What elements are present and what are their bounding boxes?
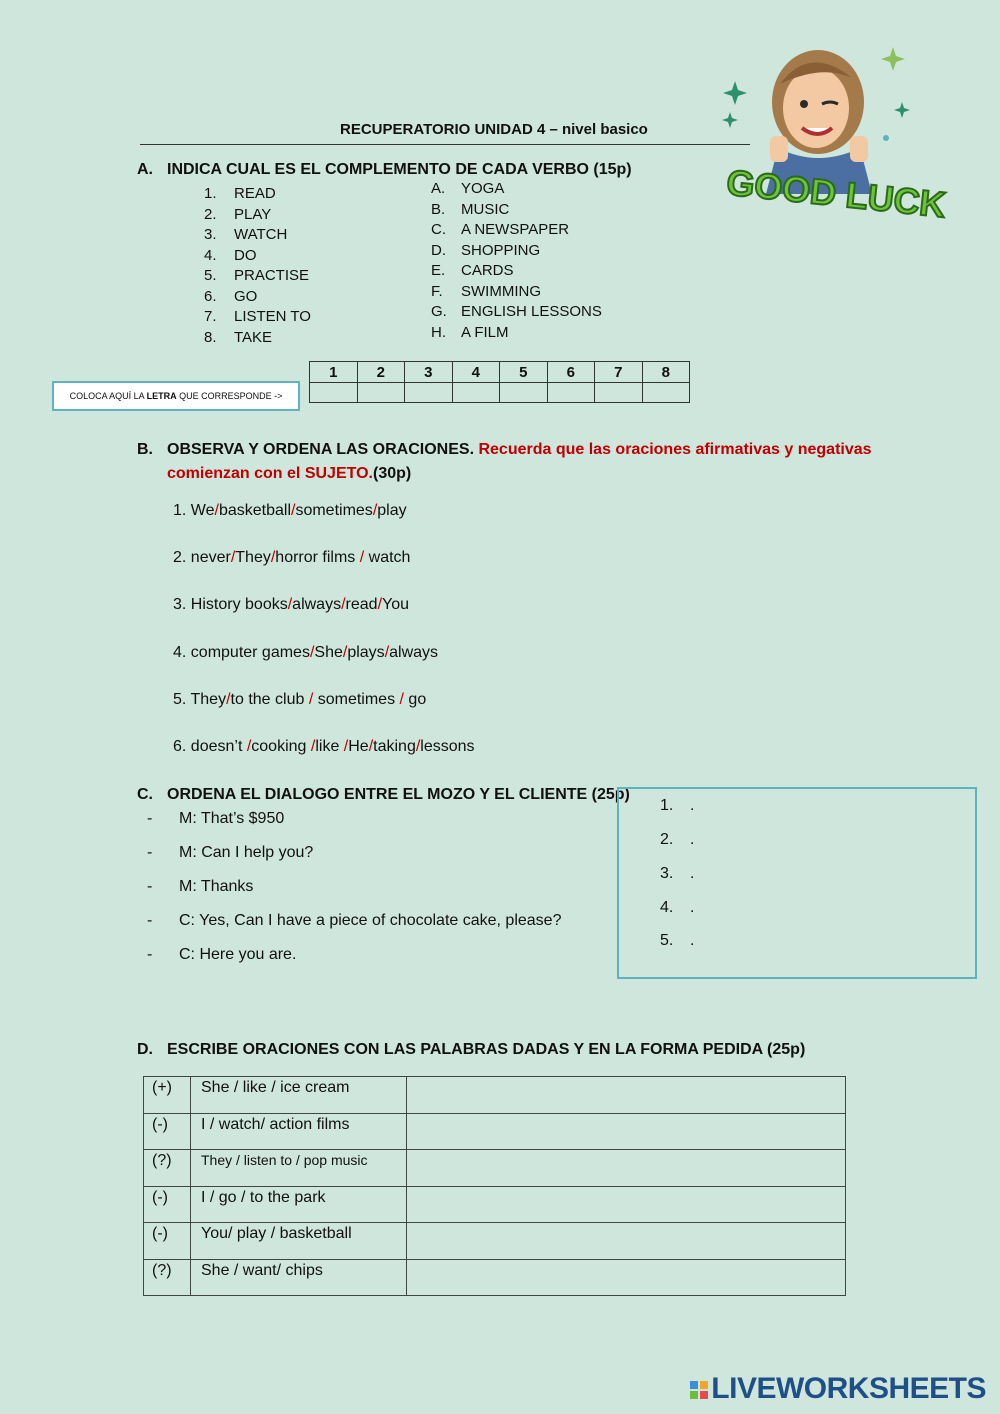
answer-cell[interactable] [595,383,643,403]
answer-cell[interactable] [407,1077,846,1114]
grid-header: 2 [357,362,405,383]
brand-logo: LIVEWORKSHEETS [689,1372,986,1406]
answer-line[interactable]: 3. . [660,865,695,882]
answer-line[interactable]: 5. . [660,932,695,949]
section-b-note: comienzan con el SUJETO. [167,465,373,482]
section-letter: D. [137,1041,153,1058]
list-item: 8. TAKE [204,328,273,346]
answer-cell[interactable] [547,383,595,403]
scrambled-sentence: 5. They/to the club / sometimes / go [173,691,427,708]
table-row: (-) I / watch/ action films [144,1113,846,1150]
answer-grid [309,361,690,403]
dialog-line: - M: That’s $950 [147,810,285,827]
list-item: F. SWIMMING [431,282,541,300]
verb-list [204,184,311,348]
list-item: B. MUSIC [431,200,510,218]
section-d-title: ESCRIBE ORACIONES CON LAS PALABRAS DADAS Y EN LA FORMA PEDIDA (25p) [167,1041,806,1058]
section-b-heading-line2 [167,465,411,483]
dialog-line: - C: Here you are. [147,946,297,963]
list-item: C. A NEWSPAPER [431,221,570,238]
grid-header: 4 [452,362,500,383]
list-item: 7. LISTEN TO [204,308,311,325]
answer-hint-box: COLOCA AQUÍ LA LETRA QUE CORRESPONDE -> [52,381,300,411]
list-item: 3. WATCH [204,226,288,243]
answer-cell[interactable] [407,1223,846,1260]
list-item: 5. PRACTISE [204,267,310,284]
page-title: RECUPERATORIO UNIDAD 4 – nivel basico [340,121,648,138]
list-item: A. YOGA [431,180,505,197]
table-row: (-) I / go / to the park [144,1186,846,1223]
section-letter: A. [137,161,153,178]
list-item: D. SHOPPING [431,241,541,259]
section-d-heading [137,1041,805,1059]
section-b-heading [137,441,872,459]
scrambled-sentence: 3. History books/always/read/You [173,596,410,613]
table-row: (?) She / want/ chips [144,1259,846,1296]
table-row: (+) She / like / ice cream [144,1077,846,1114]
brand-icon [689,1380,711,1400]
list-item: H. A FILM [431,323,509,341]
section-a-heading [137,161,632,179]
answer-cell[interactable] [407,1186,846,1223]
answer-cell[interactable] [310,383,358,403]
answer-cell[interactable] [500,383,548,403]
sentence-table [143,1076,846,1296]
scrambled-sentence: 2. never/They/horror films / watch [173,549,411,566]
list-item: 1. READ [204,185,276,202]
scrambled-sentence: 6. doesn’t /cooking /like /He/taking/lessons [173,738,475,755]
dialog-line: - C: Yes, Can I have a piece of chocolate cake, please? [147,912,562,929]
scrambled-sentence: 4. computer games/She/plays/always [173,644,439,661]
answer-cell[interactable] [407,1150,846,1187]
section-b-points: (30p) [372,465,412,482]
complement-list [431,179,602,343]
answer-cell[interactable] [357,383,405,403]
section-c-heading [137,786,630,804]
grid-header: 1 [310,362,358,383]
section-letter: C. [137,786,153,803]
badge-text: GOOD LUCK [724,161,948,226]
dialog-answer-box [617,787,977,979]
grid-header: 8 [642,362,690,383]
list-item: 4. DO [204,246,257,264]
title-divider [140,144,750,145]
dialog-line: - M: Thanks [147,878,254,895]
list-item: 2. PLAY [204,205,272,223]
grid-header: 3 [405,362,453,383]
good-luck-badge [718,44,948,226]
dialog-line: - M: Can I help you? [147,844,314,861]
table-row: (-) You/ play / basketball [144,1223,846,1260]
answer-cell[interactable] [405,383,453,403]
section-b-title: OBSERVA Y ORDENA LAS ORACIONES. [167,441,475,458]
grid-header: 6 [547,362,595,383]
scrambled-sentence: 1. We/basketball/sometimes/play [173,502,407,519]
answer-cell[interactable] [642,383,690,403]
section-a-title: INDICA CUAL ES EL COMPLEMENTO DE CADA VERBO (15p) [167,161,632,178]
answer-cell[interactable] [452,383,500,403]
answer-line[interactable]: 1. . [660,797,695,814]
answer-line[interactable]: 4. . [660,899,695,916]
table-row: (?) They / listen to / pop music [144,1150,846,1187]
list-item: E. CARDS [431,262,514,279]
grid-header: 5 [500,362,548,383]
answer-line[interactable]: 2. . [660,831,695,848]
grid-header: 7 [595,362,643,383]
list-item: G. ENGLISH LESSONS [431,303,602,320]
answer-cell[interactable] [407,1259,846,1296]
section-b-note: Recuerda que las oraciones afirmativas y negativas [478,441,872,458]
section-c-title: ORDENA EL DIALOGO ENTRE EL MOZO Y EL CLIENTE (25p) [167,786,630,803]
answer-cell[interactable] [407,1113,846,1150]
section-letter: B. [137,441,153,458]
list-item: 6. GO [204,287,258,305]
